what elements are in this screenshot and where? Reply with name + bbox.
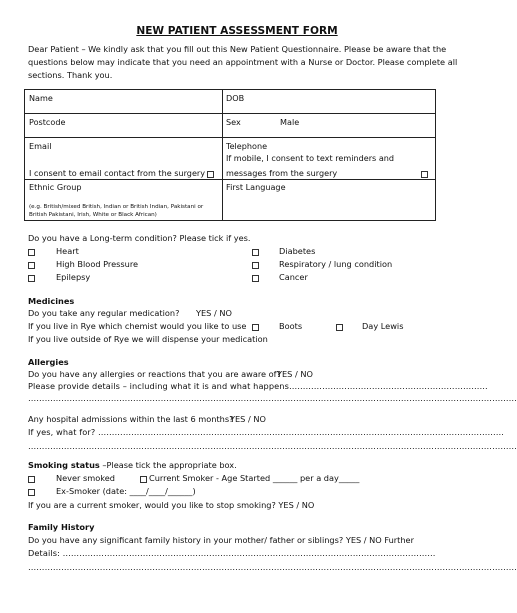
cancer-checkbox[interactable] bbox=[252, 273, 259, 283]
condition-label: Respiratory / lung condition bbox=[279, 259, 393, 269]
blood-pressure-checkbox[interactable] bbox=[28, 260, 35, 270]
stop-smoking-question[interactable]: If you are a current smoker, would you like to stop smoking? YES / NO bbox=[28, 500, 315, 510]
hospital-question: Any hospital admissions within the last 6 months? bbox=[28, 414, 234, 424]
hospital-reason-line[interactable]: …………………………………………………………………………………………………………………………………………………………… bbox=[28, 441, 517, 451]
day-lewis-checkbox[interactable] bbox=[336, 322, 343, 332]
intro-line: Dear Patient – We kindly ask that you fill out this New Patient Questionnaire. Please be aware that the bbox=[28, 44, 447, 54]
diabetes-checkbox[interactable] bbox=[252, 247, 259, 257]
name-label[interactable]: Name bbox=[29, 93, 53, 103]
sex-label[interactable]: Sex bbox=[226, 117, 241, 127]
tel-consent-label: If mobile, I consent to text reminders and bbox=[226, 153, 395, 163]
family-history-heading: Family History bbox=[28, 522, 95, 532]
email-consent-label: I consent to email contact from the surgery bbox=[29, 168, 206, 178]
family-history-question[interactable]: Do you have any significant family history in your mother/ father or siblings? YES / NO Further bbox=[28, 535, 414, 545]
never-smoked-label: Never smoked bbox=[56, 473, 115, 483]
heart-checkbox[interactable] bbox=[28, 247, 35, 257]
smoking-heading-row bbox=[28, 460, 237, 470]
ex-smoker-label[interactable]: Ex-Smoker (date: ____/____/______) bbox=[56, 486, 196, 496]
condition-label: Heart bbox=[56, 246, 79, 256]
table-divider bbox=[25, 179, 435, 180]
tel-consent-checkbox[interactable] bbox=[421, 169, 428, 179]
dob-label[interactable]: DOB bbox=[226, 93, 245, 103]
ethnic-group-label[interactable]: Ethnic Group bbox=[29, 182, 82, 192]
first-language-label[interactable]: First Language bbox=[226, 182, 286, 192]
day-lewis-label: Day Lewis bbox=[362, 321, 404, 331]
conditions-question: Do you have a Long-term condition? Please tick if yes. bbox=[28, 233, 251, 243]
chemist-question: If you live in Rye which chemist would you like to use bbox=[28, 321, 247, 331]
table-divider bbox=[25, 113, 435, 114]
email-label[interactable]: Email bbox=[29, 141, 52, 151]
medication-yes-no[interactable]: YES / NO bbox=[196, 308, 232, 318]
male-option[interactable]: Male bbox=[280, 117, 300, 127]
family-history-details[interactable]: Details: ……………………………………………………………………………………………………………………… bbox=[28, 548, 436, 558]
condition-label: Cancer bbox=[279, 272, 308, 282]
condition-label: Diabetes bbox=[279, 246, 316, 256]
email-consent-checkbox[interactable] bbox=[207, 169, 214, 179]
allergies-details[interactable]: Please provide details – including what it is and what happens……………………………………………………………… bbox=[28, 381, 488, 391]
intro-text bbox=[28, 43, 458, 83]
hospital-yes-no[interactable]: YES / NO bbox=[230, 414, 266, 424]
condition-label: High Blood Pressure bbox=[56, 259, 139, 269]
never-smoked-checkbox[interactable] bbox=[28, 474, 35, 484]
current-smoker-label[interactable]: Current Smoker - Age Started ______ per a day_____ bbox=[149, 473, 360, 483]
form-title: NEW PATIENT ASSESSMENT FORM bbox=[136, 25, 338, 37]
smoking-instruction: –Please tick the appropriate box. bbox=[99, 460, 237, 470]
boots-label: Boots bbox=[279, 321, 303, 331]
dispense-note: If you live outside of Rye we will dispense your medication bbox=[28, 334, 268, 344]
table-column-divider bbox=[222, 90, 223, 220]
allergies-question: Do you have any allergies or reactions that you are aware of? bbox=[28, 369, 281, 379]
allergies-yes-no[interactable]: YES / NO bbox=[277, 369, 313, 379]
medicines-heading: Medicines bbox=[28, 296, 75, 306]
medication-question: Do you take any regular medication? bbox=[28, 308, 180, 318]
telephone-label[interactable]: Telephone bbox=[226, 141, 268, 151]
postcode-label[interactable]: Postcode bbox=[29, 117, 66, 127]
ex-smoker-checkbox[interactable] bbox=[28, 487, 35, 497]
current-smoker-checkbox[interactable] bbox=[140, 474, 147, 484]
condition-label: Epilepsy bbox=[56, 272, 91, 282]
tel-consent-label: messages from the surgery bbox=[226, 168, 338, 178]
allergies-heading: Allergies bbox=[28, 357, 69, 367]
family-history-details-line[interactable]: …………………………………………………………………………………………………………………………………………………………… bbox=[28, 562, 517, 572]
respiratory-checkbox[interactable] bbox=[252, 260, 259, 270]
boots-checkbox[interactable] bbox=[252, 322, 259, 332]
intro-line: questions below may indicate that you need an appointment with a Nurse or Doctor. Please complete all bbox=[28, 57, 458, 68]
hospital-reason[interactable]: If yes, what for? ………………………………………………………………………………………………………………………………… bbox=[28, 427, 505, 437]
smoking-heading: Smoking status bbox=[28, 460, 100, 470]
ethnic-example: (e.g. British/mixed British, Indian or British Indian, Pakistani or British Pakistani, Irish, White or Black African) bbox=[29, 204, 204, 218]
allergies-details-line[interactable]: …………………………………………………………………………………………………………………………………………………………… bbox=[28, 393, 517, 403]
patient-details-table bbox=[24, 89, 436, 221]
table-divider bbox=[25, 137, 435, 138]
epilepsy-checkbox[interactable] bbox=[28, 273, 35, 283]
intro-line: sections. Thank you. bbox=[28, 70, 113, 81]
